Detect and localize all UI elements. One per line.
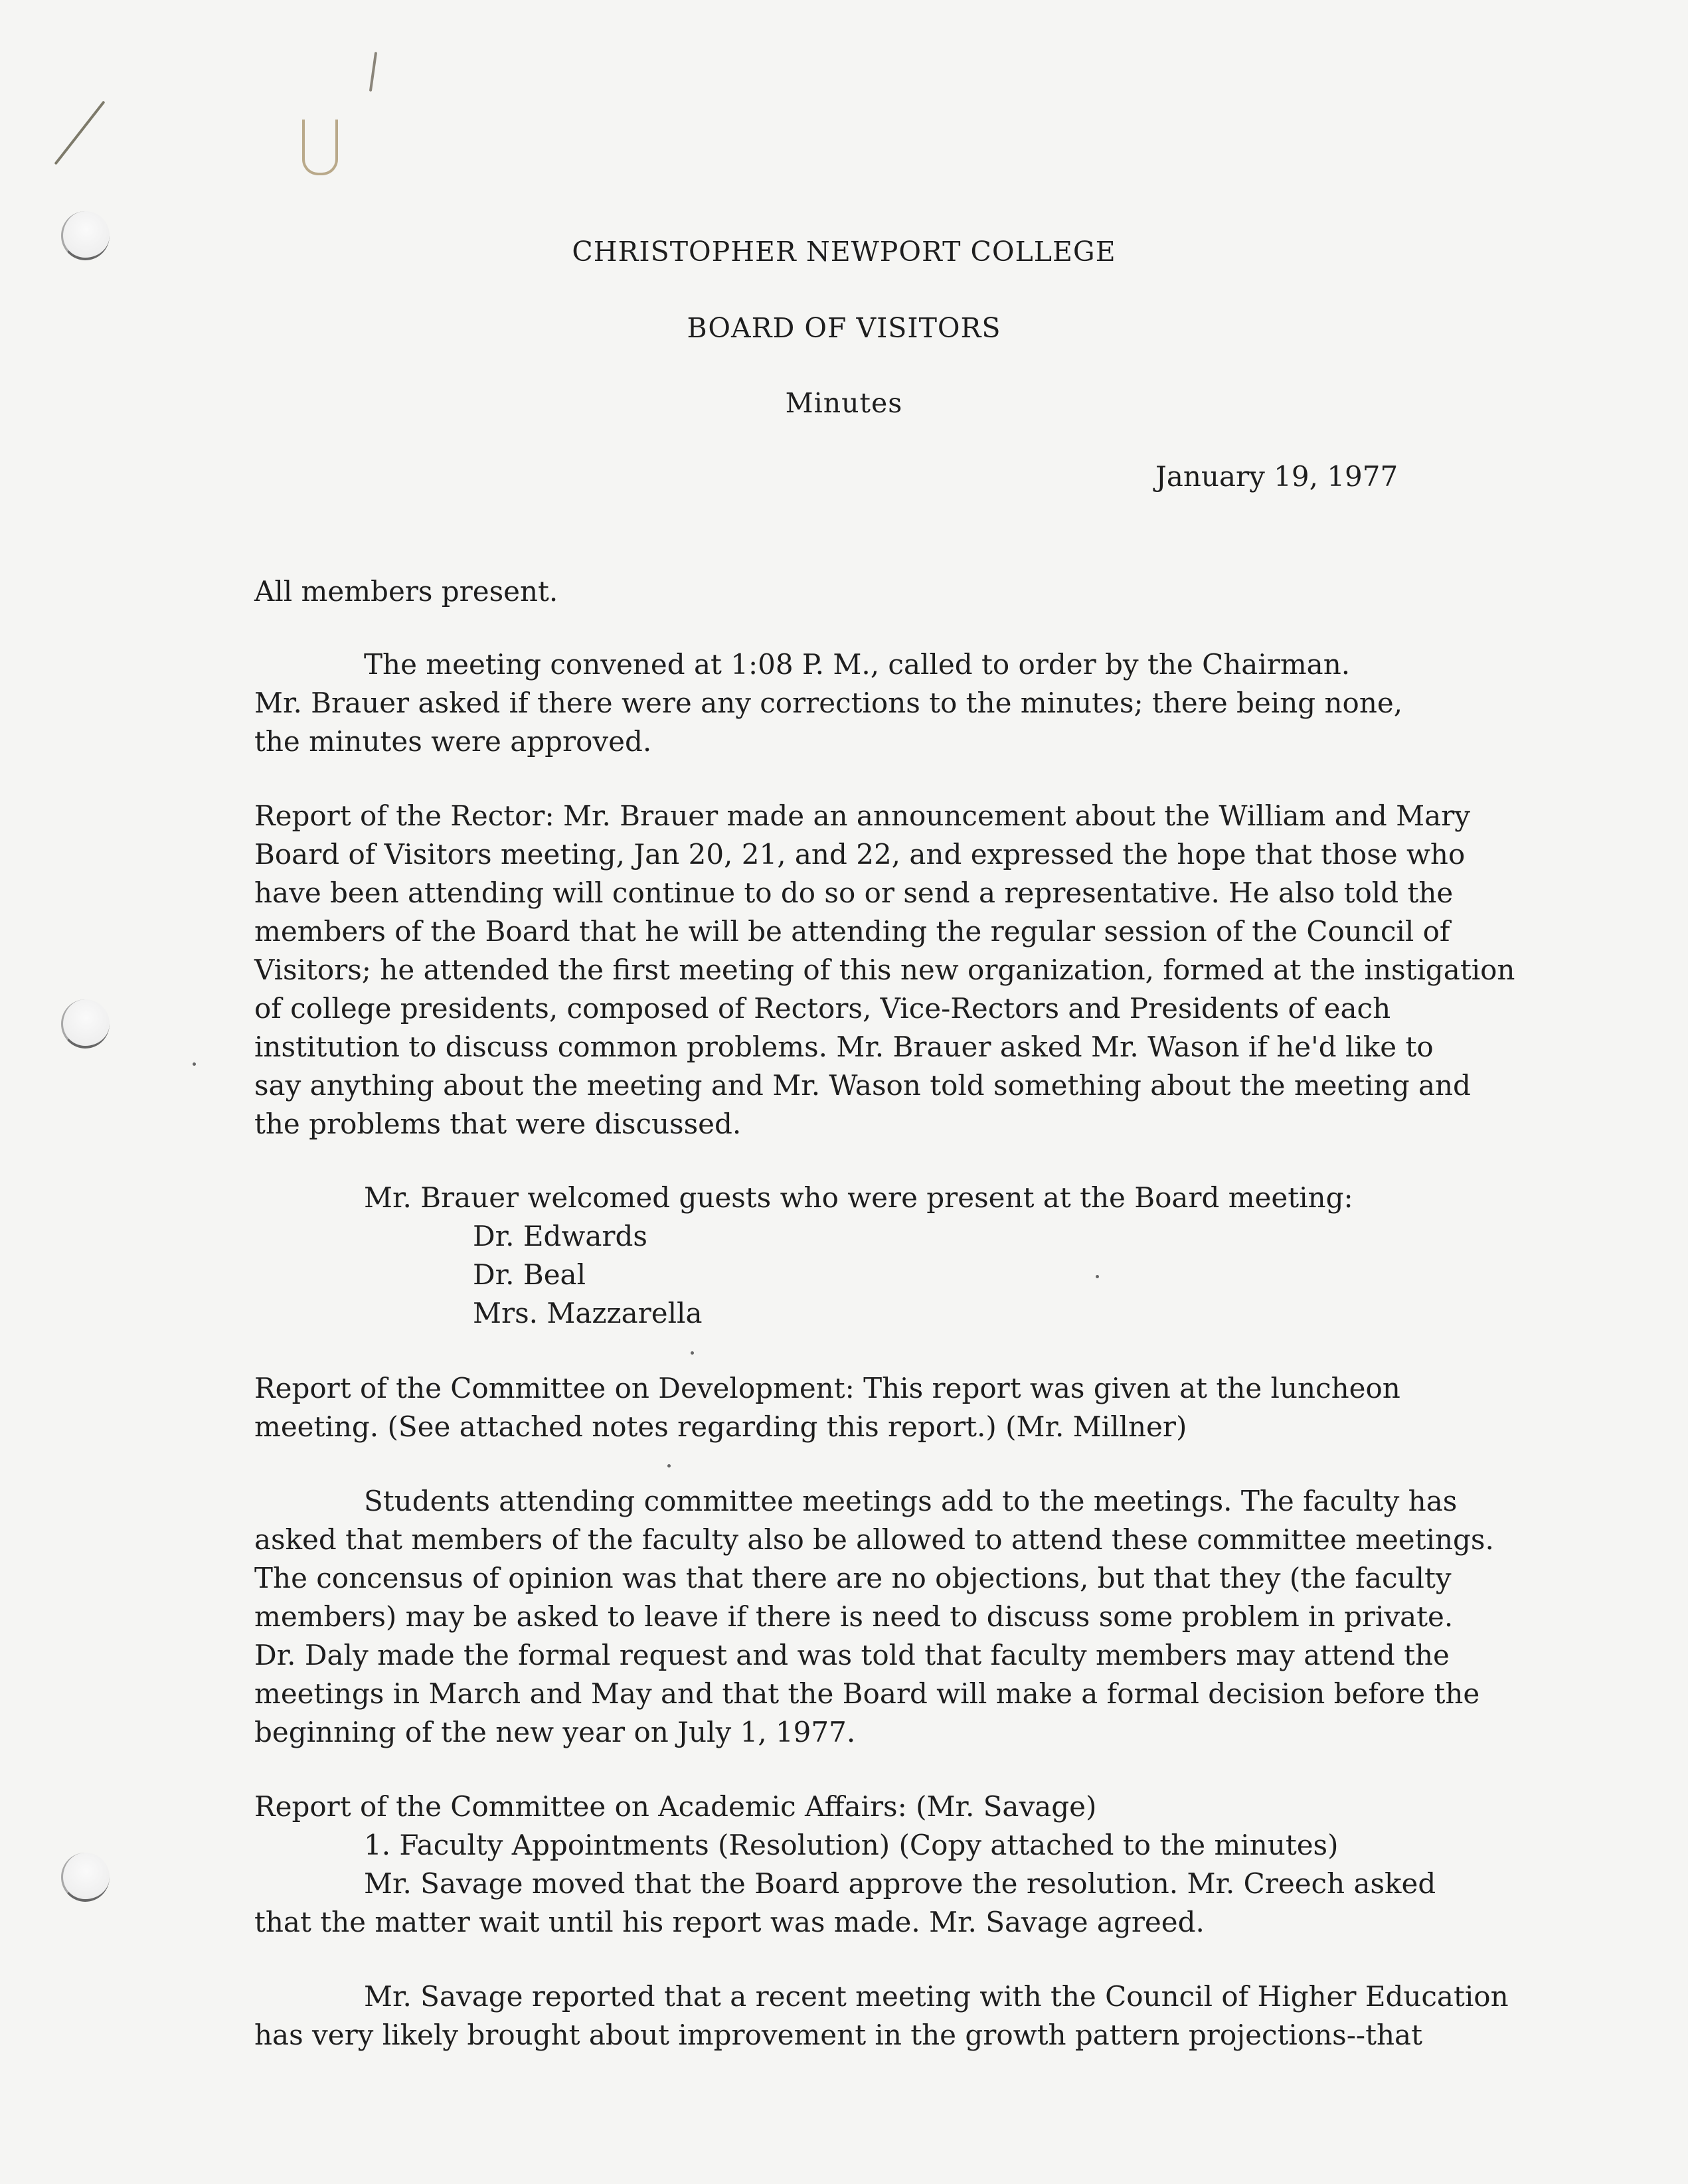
students-line-3: The concensus of opinion was that there are no objections, but that they (the faculty [254,1562,1452,1594]
guest-name: Dr. Beal [473,1258,586,1291]
rector-line-6: of college presidents, composed of Rectors, Vice-Rectors and Presidents of each [254,992,1391,1025]
development-line-2: meeting. (See attached notes regarding this report.) (Mr. Millner) [254,1410,1187,1443]
rector-line-9: the problems that were discussed. [254,1108,742,1140]
staple-stain-mark [302,120,338,175]
guest-name: Dr. Edwards [473,1220,647,1252]
rector-line-5: Visitors; he attended the first meeting of this new organization, formed at the instigation [254,954,1515,986]
students-line-5: Dr. Daly made the formal request and was told that faculty members may attend the [254,1639,1450,1671]
document-type: Minutes [785,387,903,419]
rector-line-4: members of the Board that he will be attending the regular session of the Council of [254,915,1450,948]
students-line-4: members) may be asked to leave if there is need to discuss some problem in private. [254,1600,1454,1633]
development-line-1: Report of the Committee on Development: This report was given at the luncheon [254,1372,1400,1404]
meeting-date: January 19, 1977 [1155,460,1398,493]
savage-line-2: has very likely brought about improvement in the growth pattern projections--that [254,2019,1422,2051]
paper-speck [667,1464,671,1468]
students-line-2: asked that members of the faculty also be allowed to attend these committee meetings. [254,1523,1494,1556]
students-line-1: Students attending committee meetings add to the meetings. The faculty has [364,1485,1458,1517]
convened-line-1: The meeting convened at 1:08 P. M., called to order by the Chairman. [364,648,1351,681]
convened-line-2: Mr. Brauer asked if there were any corrections to the minutes; there being none, [254,687,1403,719]
pencil-slash-mark [54,100,105,165]
academic-item: 1. Faculty Appointments (Resolution) (Copy attached to the minutes) [364,1829,1339,1861]
rector-line-7: institution to discuss common problems. Mr. Brauer asked Mr. Wason if he'd like to [254,1031,1434,1063]
students-line-6: meetings in March and May and that the Board will make a formal decision before the [254,1677,1480,1710]
rector-line-8: say anything about the meeting and Mr. Wason told something about the meeting and [254,1069,1471,1102]
attendance-line: All members present. [254,575,558,608]
savage-line-1: Mr. Savage reported that a recent meeting with the Council of Higher Education [364,1980,1509,2013]
paper-speck [193,1062,196,1066]
paper-speck [691,1351,694,1355]
pencil-tick-mark [369,52,377,92]
students-line-7: beginning of the new year on July 1, 1977. [254,1716,856,1748]
institution-title: CHRISTOPHER NEWPORT COLLEGE [572,236,1116,268]
academic-heading: Report of the Committee on Academic Affairs: (Mr. Savage) [254,1790,1097,1823]
punch-hole-middle [61,999,110,1049]
rector-line-2: Board of Visitors meeting, Jan 20, 21, and 22, and expressed the hope that those who [254,838,1466,871]
board-title: BOARD OF VISITORS [687,312,1001,344]
rector-line-3: have been attending will continue to do so or send a representative. He also told the [254,877,1454,909]
punch-hole-bottom [61,1853,110,1902]
academic-motion-line-1: Mr. Savage moved that the Board approve the resolution. Mr. Creech asked [364,1867,1436,1900]
academic-motion-line-2: that the matter wait until his report was made. Mr. Savage agreed. [254,1906,1205,1938]
convened-line-3: the minutes were approved. [254,725,652,758]
guest-name: Mrs. Mazzarella [473,1297,703,1329]
guests-intro: Mr. Brauer welcomed guests who were present at the Board meeting: [364,1181,1353,1214]
paper-speck [1096,1275,1099,1278]
rector-line-1: Report of the Rector: Mr. Brauer made an announcement about the William and Mary [254,799,1470,832]
